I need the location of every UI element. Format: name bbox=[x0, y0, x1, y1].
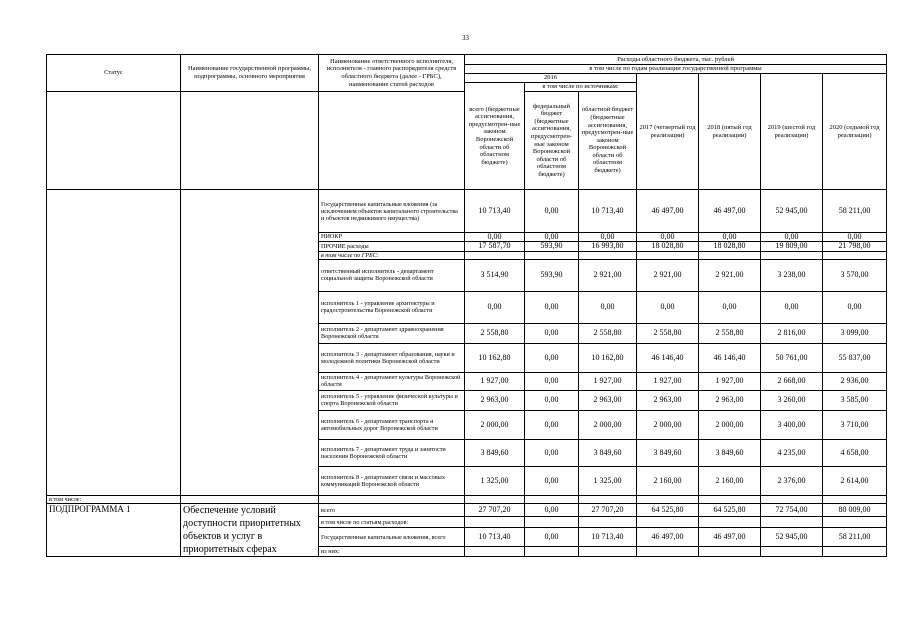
value-cell bbox=[699, 547, 761, 556]
empty-cell bbox=[181, 495, 319, 503]
value-cell: 46 146,40 bbox=[637, 343, 699, 372]
value-cell: 0,00 bbox=[465, 291, 525, 323]
row-label: всего bbox=[319, 503, 465, 517]
value-cell: 0,00 bbox=[637, 291, 699, 323]
value-cell: 10 162,80 bbox=[465, 343, 525, 372]
value-cell: 1 927,00 bbox=[699, 372, 761, 390]
value-cell: 55 837,00 bbox=[823, 343, 887, 372]
value-cell: 10 162,80 bbox=[579, 343, 637, 372]
empty-cell bbox=[525, 495, 579, 503]
value-cell: 3 514,90 bbox=[465, 259, 525, 291]
value-cell: 46 497,00 bbox=[637, 190, 699, 233]
value-cell: 0,00 bbox=[525, 233, 579, 242]
empty-cell bbox=[699, 495, 761, 503]
value-cell: 0,00 bbox=[525, 323, 579, 343]
row-label: исполнитель 4 - департамент культуры Воронежской области bbox=[319, 372, 465, 390]
budget-table bbox=[46, 54, 887, 557]
empty-cell bbox=[465, 495, 525, 503]
value-cell: 0,00 bbox=[699, 291, 761, 323]
row-label: ПРОЧИЕ расходы bbox=[319, 241, 465, 251]
header-executor-cont bbox=[319, 92, 465, 190]
value-cell: 0,00 bbox=[699, 233, 761, 242]
value-cell: 0,00 bbox=[525, 190, 579, 233]
value-cell: 0,00 bbox=[525, 527, 579, 547]
value-cell: 2 963,00 bbox=[579, 390, 637, 410]
value-cell: 3 849,60 bbox=[699, 439, 761, 466]
value-cell: 1 325,00 bbox=[579, 466, 637, 495]
subprogram-status: ПОДПРОГРАММА 1 bbox=[47, 503, 181, 556]
value-cell: 2 921,00 bbox=[579, 259, 637, 291]
header-regional: областной бюджет (бюджетные ассигнования, предусмотрен-ные законом Воронежской области об областном бюджете) bbox=[579, 92, 637, 190]
value-cell: 0,00 bbox=[465, 233, 525, 242]
empty-cell bbox=[761, 495, 823, 503]
value-cell: 58 211,00 bbox=[823, 527, 887, 547]
value-cell: 1 927,00 bbox=[465, 372, 525, 390]
value-cell bbox=[761, 251, 823, 259]
value-cell: 18 028,80 bbox=[699, 241, 761, 251]
value-cell: 1 927,00 bbox=[637, 372, 699, 390]
header-year-2020: 2020 (седьмой год реализации) bbox=[823, 74, 887, 190]
value-cell bbox=[761, 517, 823, 527]
value-cell bbox=[637, 517, 699, 527]
value-cell bbox=[823, 517, 887, 527]
value-cell: 0,00 bbox=[525, 439, 579, 466]
value-cell: 2 558,80 bbox=[637, 323, 699, 343]
header-year-2016: 2016 bbox=[465, 74, 637, 83]
value-cell: 50 761,00 bbox=[761, 343, 823, 372]
value-cell: 2 963,00 bbox=[637, 390, 699, 410]
value-cell: 0,00 bbox=[525, 372, 579, 390]
empty-cell bbox=[637, 495, 699, 503]
value-cell: 64 525,80 bbox=[637, 503, 699, 517]
value-cell: 10 713,40 bbox=[579, 527, 637, 547]
value-cell: 2 558,80 bbox=[579, 323, 637, 343]
value-cell: 0,00 bbox=[637, 233, 699, 242]
value-cell: 46 146,40 bbox=[699, 343, 761, 372]
value-cell: 1 325,00 bbox=[465, 466, 525, 495]
value-cell: 21 798,00 bbox=[823, 241, 887, 251]
value-cell: 3 585,00 bbox=[823, 390, 887, 410]
value-cell: 2 000,00 bbox=[465, 410, 525, 439]
value-cell: 0,00 bbox=[525, 291, 579, 323]
subprogram-name: Обеспечение условий доступности приоритетных объектов и услуг в приоритетных сферах bbox=[181, 503, 319, 556]
value-cell: 3 238,00 bbox=[761, 259, 823, 291]
table-row bbox=[47, 503, 887, 517]
header-federal: федеральный бюджет (бюджетные ассигнования, предусмотрен-ные законом Воронежской области об областном бюджете) bbox=[525, 92, 579, 190]
header-year-2019: 2019 (шестой год реализации) bbox=[761, 74, 823, 190]
value-cell: 2 816,00 bbox=[761, 323, 823, 343]
row-label: исполнитель 5 - управление физической культуры и спорта Воронежской области bbox=[319, 390, 465, 410]
program-cell-empty bbox=[181, 190, 319, 496]
value-cell bbox=[579, 547, 637, 556]
header-program: Наименование государственной программы, подпрограммы, основного мероприятия bbox=[181, 55, 319, 92]
value-cell: 17 587,70 bbox=[465, 241, 525, 251]
table-row bbox=[47, 190, 887, 233]
value-cell bbox=[525, 547, 579, 556]
value-cell: 3 849,60 bbox=[465, 439, 525, 466]
value-cell: 2 558,80 bbox=[465, 323, 525, 343]
value-cell: 0,00 bbox=[525, 466, 579, 495]
value-cell: 0,00 bbox=[823, 291, 887, 323]
header-total: всего (бюджетные ассигнования, предусмотрен-ные законом Воронежской области об областном бюджете) bbox=[465, 83, 525, 190]
value-cell: 10 713,40 bbox=[465, 190, 525, 233]
value-cell: 46 497,00 bbox=[699, 527, 761, 547]
value-cell: 2 558,80 bbox=[699, 323, 761, 343]
header-budget: Расходы областного бюджета, тыс. рублей bbox=[465, 55, 887, 65]
value-cell: 80 009,00 bbox=[823, 503, 887, 517]
header-status-cont bbox=[47, 92, 181, 190]
value-cell bbox=[823, 251, 887, 259]
value-cell: 3 849,60 bbox=[579, 439, 637, 466]
value-cell bbox=[699, 251, 761, 259]
value-cell: 2 963,00 bbox=[699, 390, 761, 410]
value-cell: 2 000,00 bbox=[637, 410, 699, 439]
header-by-years: в том числе по годам реализации государственной программы bbox=[465, 65, 887, 74]
value-cell bbox=[761, 547, 823, 556]
value-cell: 2 000,00 bbox=[699, 410, 761, 439]
value-cell: 4 658,00 bbox=[823, 439, 887, 466]
value-cell: 16 993,80 bbox=[579, 241, 637, 251]
value-cell: 2 936,00 bbox=[823, 372, 887, 390]
value-cell: 3 099,00 bbox=[823, 323, 887, 343]
header-year-2017: 2017 (четвертый год реализации) bbox=[637, 74, 699, 190]
header-program-cont bbox=[181, 92, 319, 190]
value-cell: 58 211,00 bbox=[823, 190, 887, 233]
row-label: ответственный исполнитель - департамент социальной защиты Воронежской области bbox=[319, 259, 465, 291]
value-cell: 0,00 bbox=[579, 233, 637, 242]
empty-cell bbox=[823, 495, 887, 503]
value-cell: 0,00 bbox=[525, 343, 579, 372]
value-cell bbox=[579, 517, 637, 527]
value-cell: 19 809,00 bbox=[761, 241, 823, 251]
value-cell bbox=[465, 547, 525, 556]
row-label: исполнитель 2 - департамент здравоохранения Воронежской области bbox=[319, 323, 465, 343]
value-cell: 2 160,00 bbox=[699, 466, 761, 495]
value-cell: 2 921,00 bbox=[699, 259, 761, 291]
value-cell: 46 497,00 bbox=[699, 190, 761, 233]
value-cell: 2 963,00 bbox=[465, 390, 525, 410]
row-label: исполнитель 6 - департамент транспорта и автомобильных дорог Воронежской области bbox=[319, 410, 465, 439]
value-cell: 0,00 bbox=[525, 390, 579, 410]
value-cell bbox=[637, 547, 699, 556]
row-label: Государственные капитальные вложения (за исключением объектов капитального строительства и объектов недвижимого имущества) bbox=[319, 190, 465, 233]
row-label: из них: bbox=[319, 547, 465, 556]
value-cell: 0,00 bbox=[823, 233, 887, 242]
value-cell: 2 921,00 bbox=[637, 259, 699, 291]
page-number: 33 bbox=[462, 34, 469, 42]
value-cell: 3 400,00 bbox=[761, 410, 823, 439]
value-cell: 1 927,00 bbox=[579, 372, 637, 390]
value-cell: 4 235,00 bbox=[761, 439, 823, 466]
value-cell: 0,00 bbox=[761, 291, 823, 323]
value-cell: 72 754,00 bbox=[761, 503, 823, 517]
row-label: Государственные капитальные вложения, всего bbox=[319, 527, 465, 547]
header-executor: Наименование ответственного исполнителя, исполнителя - главного распорядителя средств областного бюджета (далее - ГРБС), наименование статей расходов bbox=[319, 55, 465, 92]
header-status: Статус bbox=[47, 55, 181, 92]
header-by-sources: в том числе по источникам: bbox=[525, 83, 637, 92]
value-cell: 593,90 bbox=[525, 241, 579, 251]
value-cell: 2 000,00 bbox=[579, 410, 637, 439]
value-cell bbox=[823, 547, 887, 556]
value-cell: 3 849,60 bbox=[637, 439, 699, 466]
row-label: НИОКР bbox=[319, 233, 465, 242]
table-row bbox=[47, 495, 887, 503]
value-cell: 3 260,00 bbox=[761, 390, 823, 410]
status-cell-empty bbox=[47, 190, 181, 496]
header-year-2018: 2018 (пятый год реализации) bbox=[699, 74, 761, 190]
value-cell: 2 160,00 bbox=[637, 466, 699, 495]
value-cell: 18 028,80 bbox=[637, 241, 699, 251]
row-label: исполнитель 1 - управление архитектуры и градостроительства Воронежской области bbox=[319, 291, 465, 323]
row-label: исполнитель 7 - департамент труда и занятости населения Воронежской области bbox=[319, 439, 465, 466]
value-cell: 52 945,00 bbox=[761, 527, 823, 547]
value-cell: 593,90 bbox=[525, 259, 579, 291]
value-cell: 27 707,20 bbox=[465, 503, 525, 517]
row-label: исполнитель 3 - департамент образования, науки и молодежной политики Воронежской области bbox=[319, 343, 465, 372]
value-cell: 0,00 bbox=[761, 233, 823, 242]
value-cell bbox=[465, 251, 525, 259]
value-cell: 0,00 bbox=[525, 503, 579, 517]
value-cell: 0,00 bbox=[525, 410, 579, 439]
empty-cell bbox=[579, 495, 637, 503]
value-cell bbox=[525, 251, 579, 259]
in-total-label: в том числе: bbox=[47, 495, 181, 503]
empty-cell bbox=[319, 495, 465, 503]
value-cell bbox=[465, 517, 525, 527]
value-cell: 10 713,40 bbox=[579, 190, 637, 233]
value-cell: 2 614,00 bbox=[823, 466, 887, 495]
value-cell bbox=[525, 517, 579, 527]
value-cell: 46 497,00 bbox=[637, 527, 699, 547]
value-cell: 27 707,20 bbox=[579, 503, 637, 517]
value-cell: 3 710,00 bbox=[823, 410, 887, 439]
value-cell: 2 376,00 bbox=[761, 466, 823, 495]
row-label: в том числе по ГРБС: bbox=[319, 251, 465, 259]
value-cell: 0,00 bbox=[579, 291, 637, 323]
value-cell: 10 713,40 bbox=[465, 527, 525, 547]
row-label: в том числе по статьям расходов: bbox=[319, 517, 465, 527]
value-cell: 52 945,00 bbox=[761, 190, 823, 233]
row-label: исполнитель 8 - департамент связи и массовых коммуникаций Воронежской области bbox=[319, 466, 465, 495]
value-cell bbox=[637, 251, 699, 259]
value-cell: 2 668,00 bbox=[761, 372, 823, 390]
value-cell: 64 525,80 bbox=[699, 503, 761, 517]
value-cell: 3 570,00 bbox=[823, 259, 887, 291]
value-cell bbox=[579, 251, 637, 259]
value-cell bbox=[699, 517, 761, 527]
